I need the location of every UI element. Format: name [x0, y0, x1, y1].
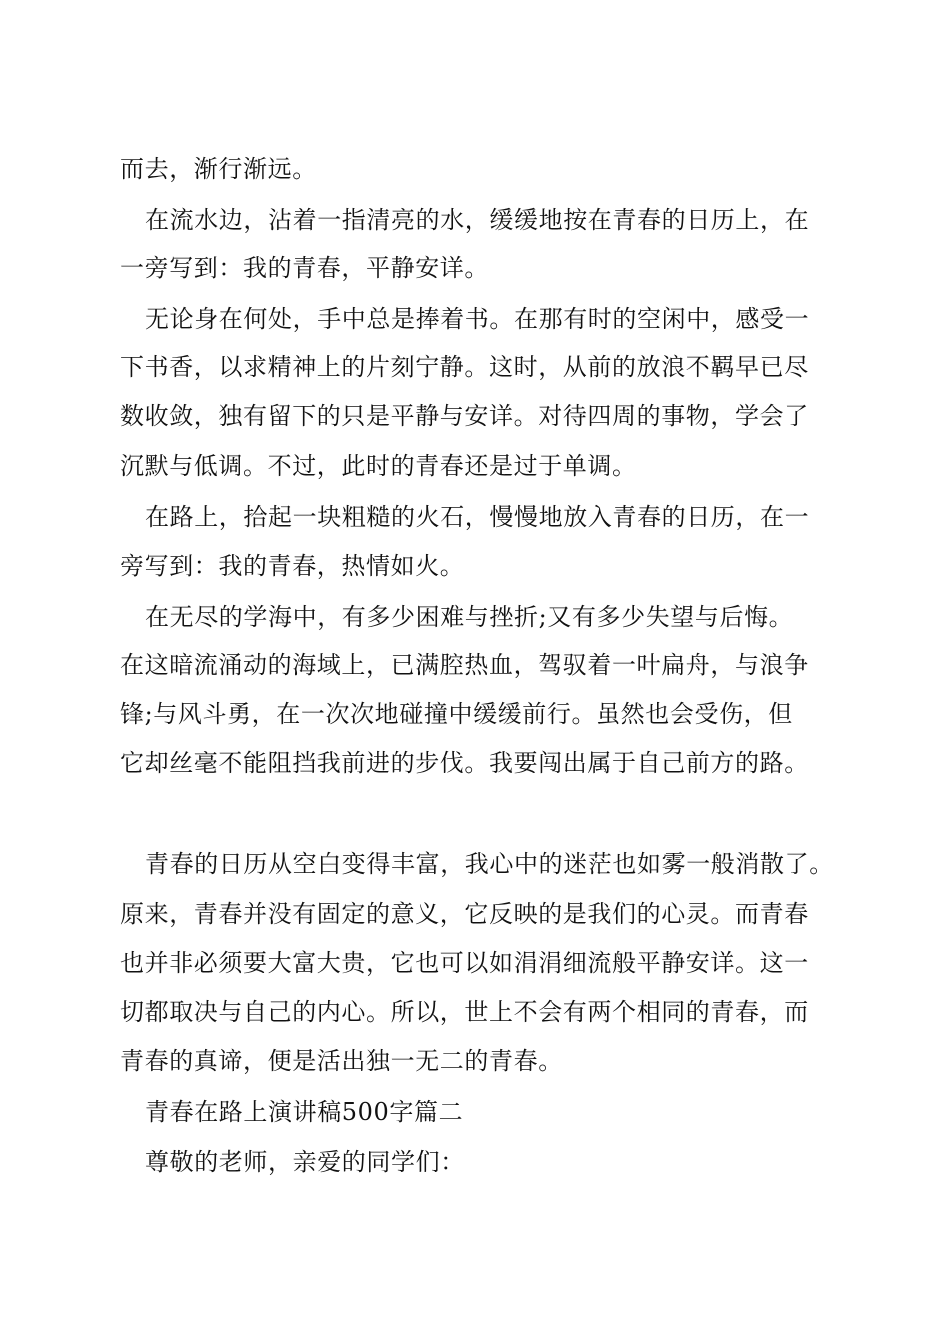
text-line: 也并非必须要大富大贵，它也可以如涓涓细流般平静安详。这一: [120, 949, 809, 977]
text-line: 旁写到：我的青春，热情如火。: [120, 552, 465, 580]
section-heading: 青春在路上演讲稿500字篇二: [145, 1098, 464, 1126]
text-line: 切都取决与自己的内心。所以，世上不会有两个相同的青春，而: [120, 998, 809, 1026]
paragraph-start: 在流水边，沾着一指清亮的水，缓缓地按在青春的日历上，在: [145, 206, 810, 234]
text-line: 下书香，以求精神上的片刻宁静。这时，从前的放浪不羁早已尽: [120, 353, 809, 381]
paragraph-start: 在路上，拾起一块粗糙的火石，慢慢地放入青春的日历，在一: [145, 503, 810, 531]
text-line: 而去，渐行渐远。: [120, 155, 317, 183]
paragraph-start: 无论身在何处，手中总是捧着书。在那有时的空闲中，感受一: [145, 305, 810, 333]
text-line: 在这暗流涌动的海域上，已满腔热血，驾驭着一叶扁舟，与浪争: [120, 651, 809, 679]
text-line: 原来，青春并没有固定的意义，它反映的是我们的心灵。而青春: [120, 900, 809, 928]
text-line: 青春的真谛，便是活出独一无二的青春。: [120, 1047, 563, 1075]
text-line: 沉默与低调。不过，此时的青春还是过于单调。: [120, 452, 637, 480]
text-line: 数收敛，独有留下的只是平静与安详。对待四周的事物，学会了: [120, 402, 809, 430]
salutation: 尊敬的老师，亲爱的同学们：: [145, 1148, 465, 1176]
text-line: 它却丝毫不能阻挡我前进的步伐。我要闯出属于自己前方的路。: [120, 749, 809, 777]
paragraph-start: 在无尽的学海中，有多少困难与挫折;又有多少失望与后悔。: [145, 603, 794, 631]
text-line: 一旁写到：我的青春，平静安详。: [120, 254, 489, 282]
text-line: 锋;与风斗勇，在一次次地碰撞中缓缓前行。虽然也会受伤，但: [120, 700, 793, 728]
paragraph-start: 青春的日历从空白变得丰富，我心中的迷茫也如雾一般消散了。: [145, 850, 834, 878]
